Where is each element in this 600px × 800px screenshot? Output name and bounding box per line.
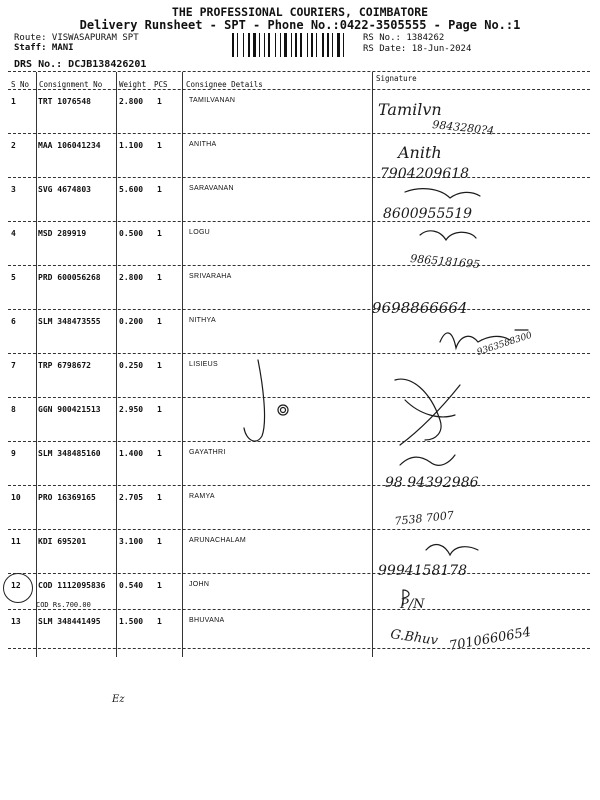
row-pcs: 1	[157, 581, 162, 590]
row-consignment: PRD 600056268	[38, 273, 101, 282]
barcode-bar	[332, 33, 333, 57]
col-signature: Signature	[376, 74, 417, 83]
barcode-bar	[295, 33, 297, 57]
row-consignment: MAA 106041234	[38, 141, 101, 150]
svg-text:9363588300: 9363588300	[475, 330, 534, 358]
row-consignee: ARUNACHALAM	[189, 537, 246, 544]
row-pcs: 1	[157, 449, 162, 458]
barcode-bar	[243, 33, 244, 57]
row-consignee: LOGU	[189, 229, 211, 236]
row-consignee: TAMILVANAN	[189, 97, 236, 104]
col-consignee: Consignee Details	[186, 80, 263, 89]
row-12-circle-mark	[3, 573, 33, 603]
svg-text:98 94392986: 98 94392986	[385, 475, 479, 491]
row-separator	[8, 648, 590, 649]
row-weight: 2.705	[119, 493, 144, 502]
row-separator	[8, 177, 590, 178]
row-weight: 0.500	[119, 229, 144, 238]
svg-text:9865181695: 9865181695	[409, 252, 481, 272]
row-consignment: GGN 900421513	[38, 405, 101, 414]
row-pcs: 1	[157, 361, 162, 370]
row-consignment: KDI 695201	[38, 537, 87, 546]
row-consignment: MSD 289919	[38, 229, 87, 238]
col-consignment: Consignment No	[39, 80, 103, 89]
barcode-bar	[248, 33, 250, 57]
svg-text:7904209618: 7904209618	[380, 166, 470, 182]
col-divider-2	[116, 72, 117, 657]
row-sno: 1	[11, 97, 16, 106]
barcode-bar	[268, 33, 270, 57]
svg-text:7010660654: 7010660654	[448, 624, 533, 654]
col-divider-1	[36, 72, 37, 657]
row-consignee: NITHYA	[189, 317, 216, 324]
rs-number: RS No.: 1384262	[363, 33, 445, 43]
row-consignee: GAYATHRI	[189, 449, 226, 456]
row-pcs: 1	[157, 405, 162, 414]
row-pcs: 1	[157, 141, 162, 150]
row-separator	[8, 265, 590, 266]
barcode-bar	[291, 33, 292, 57]
barcode-bar	[253, 33, 256, 57]
row-pcs: 1	[157, 617, 162, 626]
barcode-bar	[264, 33, 265, 57]
row-separator	[8, 609, 590, 610]
barcode-bar	[284, 33, 287, 57]
row-pcs: 1	[157, 185, 162, 194]
row-separator	[8, 353, 590, 354]
row-consignee: BHUVANA	[189, 617, 225, 624]
row-separator	[8, 441, 590, 442]
row-consignment: TRP 6798672	[38, 361, 91, 370]
row-weight: 5.600	[119, 185, 144, 194]
col-divider-4	[372, 72, 373, 657]
row-consignee: SARAVANAN	[189, 185, 234, 192]
row-separator	[8, 485, 590, 486]
barcode-bar	[280, 33, 281, 57]
row-weight: 1.500	[119, 617, 144, 626]
row-weight: 0.200	[119, 317, 144, 326]
svg-text:P/N: P/N	[400, 597, 425, 612]
row-weight: 1.100	[119, 141, 144, 150]
barcode-bar	[237, 33, 238, 57]
row-consignment: COD 1112095836	[38, 581, 106, 590]
row-consignee: SRIVARAHA	[189, 273, 232, 280]
row-sno: 7	[11, 361, 16, 370]
barcode-bar	[316, 33, 317, 57]
row-pcs: 1	[157, 229, 162, 238]
row-sno: 4	[11, 229, 16, 238]
row-pcs: 1	[157, 493, 162, 502]
header-bottom-rule	[8, 89, 590, 90]
hw-r1: Tamilvn	[378, 100, 442, 119]
header-top-rule	[8, 71, 590, 72]
barcode-bar	[322, 33, 324, 57]
row-consignee: ANITHA	[189, 141, 217, 148]
row-consignment: PRO 16369165	[38, 493, 96, 502]
svg-text:7538 7007: 7538 7007	[393, 508, 455, 528]
row-consignee: JOHN	[189, 581, 210, 588]
staff-label: Staff: MANI	[14, 43, 74, 53]
row-pcs: 1	[157, 97, 162, 106]
row-separator	[8, 573, 590, 574]
route-label: Route: VISWASAPURAM SPT	[14, 33, 139, 43]
svg-text:8600955519: 8600955519	[383, 206, 473, 222]
svg-text:Anith: Anith	[398, 143, 442, 162]
row-consignment: SLM 348473555	[38, 317, 101, 326]
row-consignee: LISIEUS	[189, 361, 218, 368]
row-consignment: SLM 348485160	[38, 449, 101, 458]
row-consignment: SLM 348441495	[38, 617, 101, 626]
row-pcs: 1	[157, 317, 162, 326]
barcode-bar	[337, 33, 340, 57]
svg-text:Ez: Ez	[112, 694, 125, 705]
barcode-bar	[311, 33, 313, 57]
company-title: THE PROFESSIONAL COURIERS, COIMBATORE	[171, 5, 429, 19]
svg-text:9698866664: 9698866664	[372, 299, 468, 317]
row-weight: 0.250	[119, 361, 144, 370]
row-weight: 1.400	[119, 449, 144, 458]
row-pcs: 1	[157, 537, 162, 546]
cod-note: COD Rs.700.00	[36, 601, 91, 609]
barcode-bar	[343, 33, 344, 57]
barcode	[232, 33, 360, 57]
row-pcs: 1	[157, 273, 162, 282]
barcode-bar	[232, 33, 234, 57]
row-sno: 10	[11, 493, 21, 502]
row-sno: 3	[11, 185, 16, 194]
row-weight: 2.950	[119, 405, 144, 414]
col-pcs: PCS	[154, 80, 168, 89]
row-sno: 11	[11, 537, 21, 546]
svg-text:9843280?4: 9843280?4	[431, 118, 495, 138]
row-sno: 2	[11, 141, 16, 150]
col-divider-3	[182, 72, 183, 657]
col-weight: Weight	[119, 80, 147, 89]
row-consignment: TRT 1076548	[38, 97, 91, 106]
row-weight: 2.800	[119, 97, 144, 106]
row-sno: 12	[11, 581, 21, 590]
col-sno: S No	[11, 80, 30, 89]
row-sno: 8	[11, 405, 16, 414]
row-sno: 9	[11, 449, 16, 458]
barcode-bar	[275, 33, 276, 57]
row-weight: 2.800	[119, 273, 144, 282]
row-separator	[8, 309, 590, 310]
svg-text:G.Bhuv: G.Bhuv	[389, 627, 439, 649]
drs-number: DRS No.: DCJB138426201	[14, 59, 147, 70]
row-sno: 5	[11, 273, 16, 282]
row-sno: 6	[11, 317, 16, 326]
row-separator	[8, 397, 590, 398]
row-weight: 3.100	[119, 537, 144, 546]
barcode-bar	[300, 33, 302, 57]
row-weight: 0.540	[119, 581, 144, 590]
rs-date: RS Date: 18-Jun-2024	[363, 44, 472, 54]
row-sno: 13	[11, 617, 21, 626]
row-separator	[8, 529, 590, 530]
svg-text:9994158178: 9994158178	[378, 563, 468, 579]
row-separator	[8, 133, 590, 134]
barcode-bar	[307, 33, 308, 57]
barcode-bar	[327, 33, 329, 57]
row-consignment: SVG 4674803	[38, 185, 91, 194]
barcode-bar	[259, 33, 260, 57]
scribble-row7	[244, 360, 265, 441]
row-separator	[8, 221, 590, 222]
runsheet-title: Delivery Runsheet - SPT - Phone No.:0422-3505555 - Page No.:1	[79, 18, 521, 32]
row-consignee: RAMYA	[189, 493, 215, 500]
